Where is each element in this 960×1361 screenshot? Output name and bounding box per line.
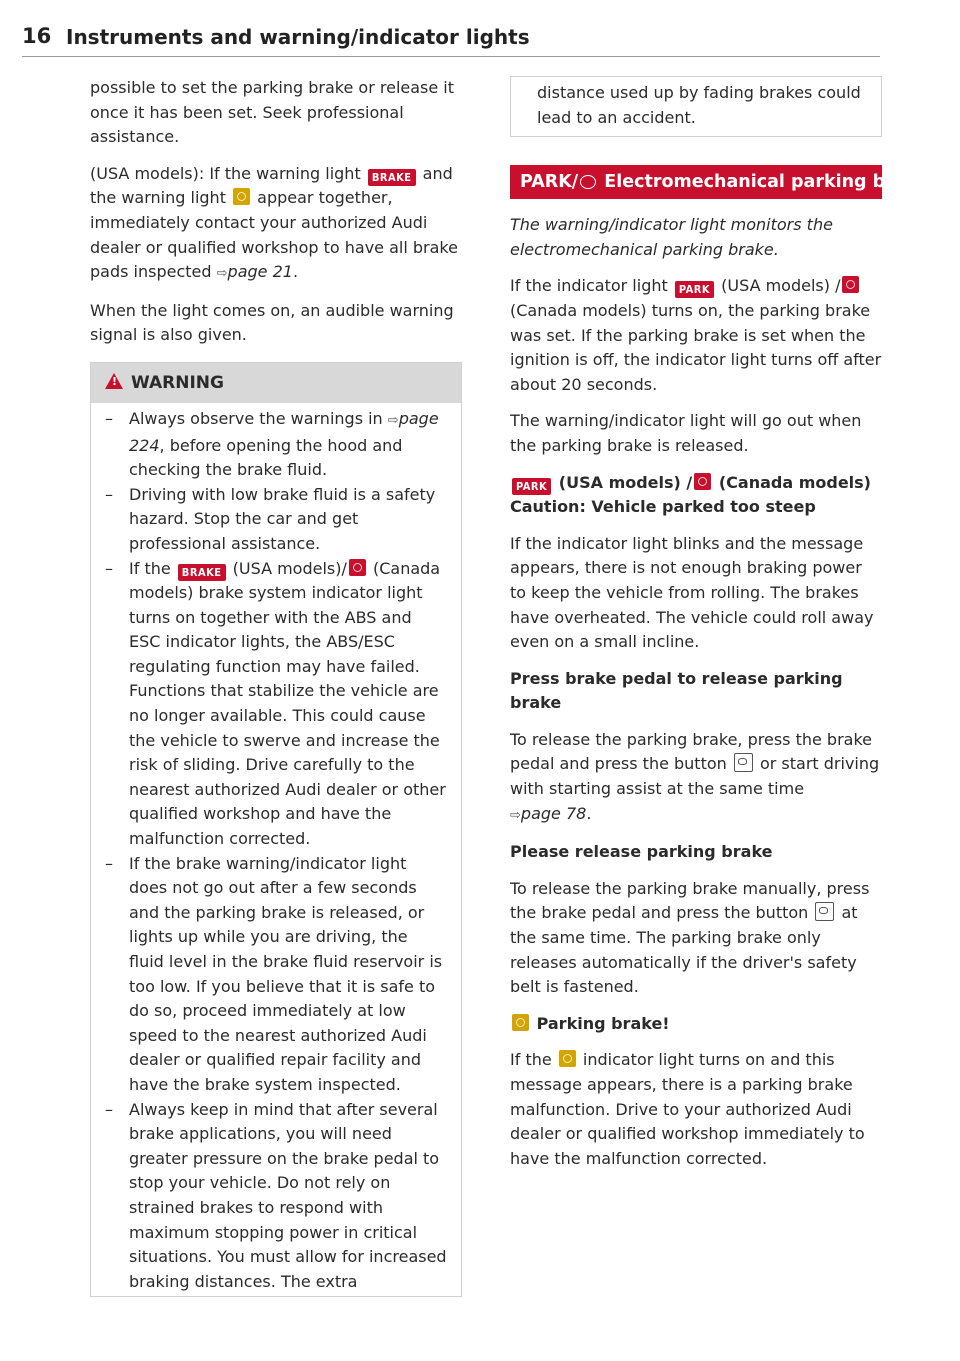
subheading-press-brake-pedal: Press brake pedal to release parking brake (510, 668, 843, 713)
warning-continuation-box: distance used up by fading brakes could lead to an accident. (510, 76, 882, 137)
paragraph-usa-models: (USA models): If the warning light BRAKE and the warning light appear together, immediately contact your authorized Audi dealer or qualified workshop to have all brake pads inspected ⇨page 21. (90, 163, 458, 282)
paragraph-not-enough-power: If the indicator light blinks and the message appears, there is not enough braking power to keep the vehicle from rolling. The brakes have overheated. The vehicle could roll away even on a small incline. (510, 533, 874, 652)
paragraph-audible-warning: When the light comes on, an audible warning signal is also given. (90, 300, 454, 345)
page-number: 16 (22, 24, 52, 48)
page-header (0, 22, 960, 56)
warning-title: WARNING (131, 372, 224, 393)
brake-warning-light-icon: BRAKE (368, 169, 416, 186)
warning-box (90, 362, 462, 1297)
park-light-icon: PARK (512, 478, 551, 495)
right-column (510, 76, 929, 1183)
paragraph-manual-release: To release the parking brake manually, press the brake pedal and press the button at the same time. The parking brake only releases automatically if the driver's safety belt is fastened. (510, 878, 870, 997)
warning-body (91, 403, 461, 1296)
arrow-right-icon: ⇨ (387, 412, 399, 428)
list-item: – If the brake warning/indicator light does not go out after a few seconds and the parking brake is released, or lights up while you are driving, the fluid level in the brake fluid reservoir is too low. If you believe that it is safe to do so, proceed immediately at low speed to the nearest authorized Audi dealer or qualified repair facility and have the brake system inspected. (105, 852, 447, 1098)
section-title: Instruments and warning/indicator lights (66, 25, 530, 49)
header-divider (22, 56, 880, 57)
subheading-parking-brake-malfunction: Parking brake! (510, 1012, 882, 1037)
parking-brake-icon (580, 175, 596, 189)
warning-list (105, 407, 447, 1294)
section-subtitle: The warning/indicator light monitors the electromechanical parking brake. (510, 215, 833, 259)
parking-brake-light-icon (694, 473, 711, 490)
paragraph-release-instructions: To release the parking brake, press the brake pedal and press the button or start driving with starting assist at the same time ⇨page 78. (510, 729, 880, 823)
list-item: – Always keep in mind that after several brake applications, you will need greater pressure on the brake pedal to stop your vehicle. Do not rely on strained brakes to respond with maximum stopping power in critical situations. You must allow for increased braking distances. The extra (105, 1098, 447, 1295)
parking-brake-malfunction-icon (512, 1014, 529, 1031)
park-light-icon: PARK (675, 281, 714, 298)
brake-warning-light-icon: BRAKE (178, 564, 226, 581)
arrow-right-icon: ⇨ (510, 807, 521, 823)
brake-pad-warning-light-icon (233, 188, 250, 205)
brake-circle-light-icon (349, 559, 366, 576)
warning-header (91, 363, 461, 403)
paragraph-indicator-on: If the indicator light PARK (USA models) / (Canada models) turns on, the parking brake was set. If the parking brake is set when the ignition is off, the indicator light turns off after about 20 seconds. (510, 276, 882, 394)
warning-triangle-icon (105, 373, 123, 389)
parking-brake-malfunction-icon (559, 1050, 576, 1067)
list-item: – Driving with low brake fluid is a safety hazard. Stop the car and get professional assistance. (105, 483, 447, 557)
paragraph-malfunction: If the indicator light turns on and this message appears, there is a parking brake malfunction. Drive to your authorized Audi dealer or qualified workshop immediately to have the malfunction corrected. (510, 1050, 865, 1168)
list-item: – Always observe the warnings in ⇨page 224, before opening the hood and checking the brake fluid. (105, 407, 447, 483)
paragraph-goes-out: The warning/indicator light will go out when the parking brake is released. (510, 411, 862, 455)
section-banner: PARK/ Electromechanical parking brake (510, 165, 882, 199)
parking-brake-button-icon (815, 902, 834, 921)
list-item: – If the BRAKE (USA models)/ (Canada models) brake system indicator light turns on together with the ABS and ESC indicator lights, the ABS/ESC regulating function may have failed. Functions that stabilize the vehicle are no longer available. This could cause the vehicle to swerve and increase the risk of sliding. Drive carefully to the nearest authorized Audi dealer or other qualified workshop and have the malfunction corrected. (105, 557, 447, 852)
cross-reference-link[interactable]: ⇨page 224 (129, 408, 439, 455)
parking-brake-light-icon (842, 276, 859, 293)
arrow-right-icon: ⇨ (216, 266, 228, 282)
subheading-please-release: Please release parking brake (510, 842, 773, 862)
cross-reference-link[interactable]: ⇨page 78 (510, 803, 587, 823)
left-column (90, 76, 462, 1297)
paragraph-continued: possible to set the parking brake or release it once it has been set. Seek professional assistance. (90, 78, 455, 147)
subheading-parked-too-steep: PARK (USA models) / (Canada models) Caution: Vehicle parked too steep (510, 472, 871, 517)
cross-reference-link[interactable]: ⇨page 21 (216, 262, 293, 282)
parking-brake-button-icon (734, 753, 753, 772)
